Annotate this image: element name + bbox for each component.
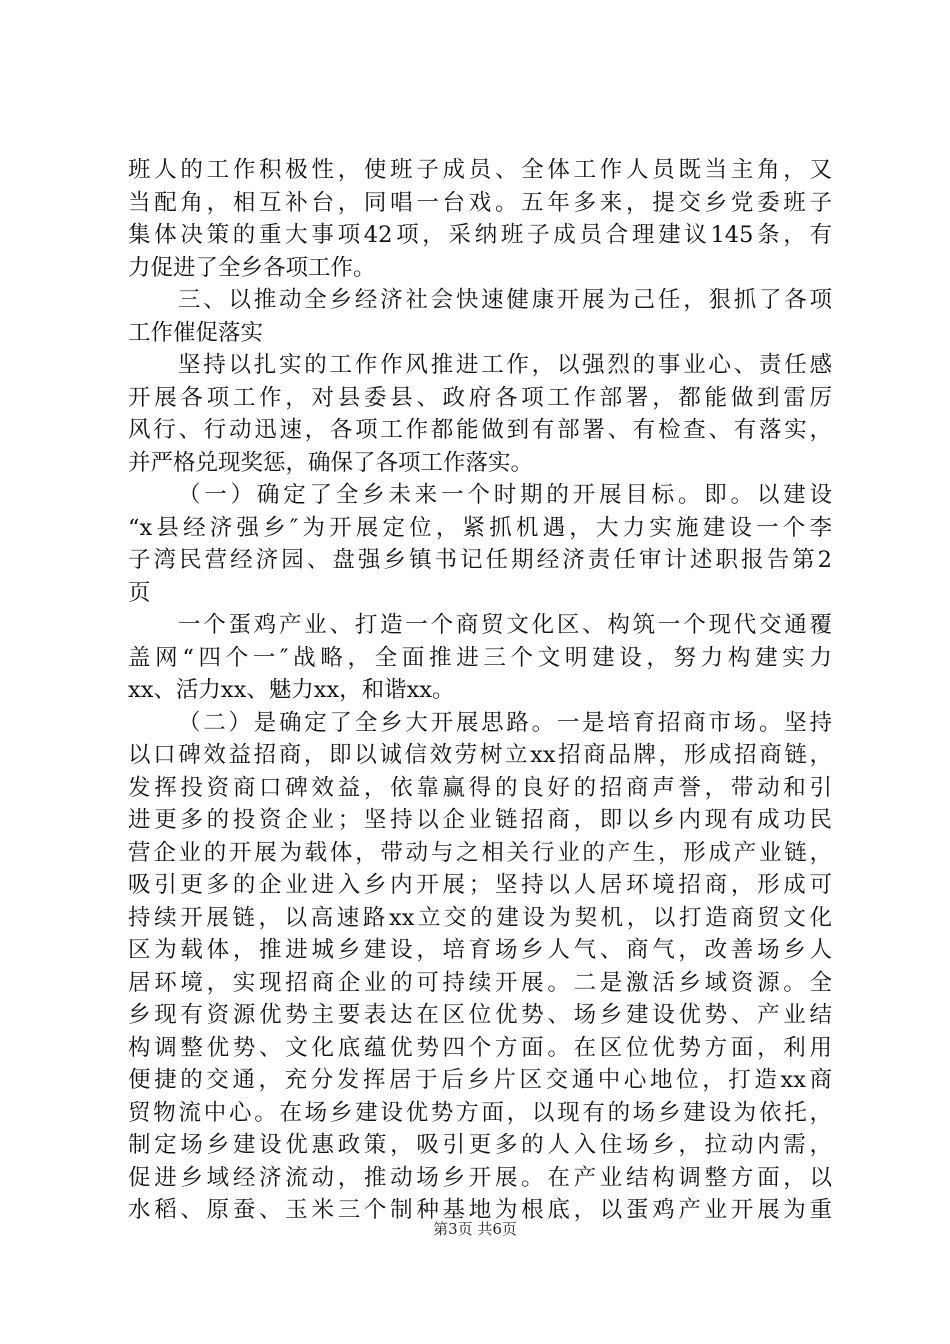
text-line: 三、以推动全乡经济社会快速健康开展为己任，狠抓了各项 — [178, 287, 832, 313]
document-body — [128, 154, 832, 1227]
text-line: 盖网“四个一″战略，全面推进三个文明建设，努力构建实力 — [128, 644, 832, 671]
text-line: （一）确定了全乡未来一个时期的开展目标。即。以建设 — [178, 482, 832, 508]
text-line: 一个蛋鸡产业、打造一个商贸文化区、构筑一个现代交通覆 — [178, 612, 832, 638]
text-line: 开展各项工作，对县委县、政府各项工作部署，都能做到雷厉 — [128, 384, 832, 411]
text-line: xx、活力xx、魅力xx，和谐xx。 — [128, 677, 455, 703]
text-line: 当配角，相互补台，同唱一台戏。五年多来，提交乡党委班子 — [128, 189, 832, 216]
text-line: 进更多的投资企业；坚持以企业链招商，即以乡内现有成功民 — [128, 807, 832, 833]
text-line: 力促进了全乡各项工作。 — [128, 254, 376, 281]
text-line: 页 — [128, 579, 151, 606]
text-line: “x县经济强乡″为开展定位，紧抓机遇，大力实施建设一个李 — [128, 514, 832, 541]
text-line: 集体决策的重大事项42项，采纳班子成员合理建议145条，有 — [128, 222, 832, 248]
text-line: 工作催促落实 — [128, 319, 264, 346]
text-line: 风行、行动迅速，各项工作都能做到有部署、有检查、有落实， — [128, 417, 832, 443]
text-line: 持续开展链，以高速路xx立交的建设为契机，以打造商贸文化 — [128, 904, 832, 931]
text-line: 发挥投资商口碑效益，依靠赢得的良好的招商声誉，带动和引 — [128, 774, 832, 801]
text-line: 水稻、原蚕、玉米三个制种基地为根底，以蛋鸡产业开展为重 — [128, 1197, 832, 1223]
text-line: 吸引更多的企业进入乡内开展；坚持以人居环境招商，形成可 — [128, 872, 832, 898]
text-line: 班人的工作积极性，使班子成员、全体工作人员既当主角，又 — [128, 157, 832, 183]
text-line: 制定场乡建设优惠政策，吸引更多的人入住场乡，拉动内需， — [128, 1132, 832, 1158]
text-line: 并严格兑现奖惩，确保了各项工作落实。 — [128, 449, 534, 476]
text-line: 促进乡域经济流动，推动场乡开展。在产业结构调整方面，以 — [128, 1164, 832, 1191]
text-line: 乡现有资源优势主要表达在区位优势、场乡建设优势、产业结 — [128, 1002, 832, 1028]
text-line: 区为载体，推进城乡建设，培育场乡人气、商气，改善场乡人 — [128, 937, 832, 963]
text-line: （二）是确定了全乡大开展思路。一是培育招商市场。坚持 — [178, 709, 832, 736]
text-line: 构调整优势、文化底蕴优势四个方面。在区位优势方面，利用 — [128, 1034, 832, 1061]
text-line: 贸物流中心。在场乡建设优势方面，以现有的场乡建设为依托， — [128, 1099, 832, 1126]
text-line: 子湾民营经济园、盘强乡镇书记任期经济责任审计述职报告第2 — [128, 547, 832, 573]
text-line: 坚持以扎实的工作作风推进工作，以强烈的事业心、责任感 — [178, 352, 832, 378]
page-footer: 第3页 共6页 — [433, 1220, 517, 1238]
text-line: 以口碑效益招商，即以诚信效劳树立xx招商品牌，形成招商链， — [128, 742, 832, 768]
text-line: 居环境，实现招商企业的可持续开展。二是激活乡域资源。全 — [128, 969, 832, 996]
text-line: 便捷的交通，充分发挥居于后乡片区交通中心地位，打造xx商 — [128, 1067, 832, 1093]
text-line: 营企业的开展为载体，带动与之相关行业的产生，形成产业链， — [128, 839, 832, 866]
